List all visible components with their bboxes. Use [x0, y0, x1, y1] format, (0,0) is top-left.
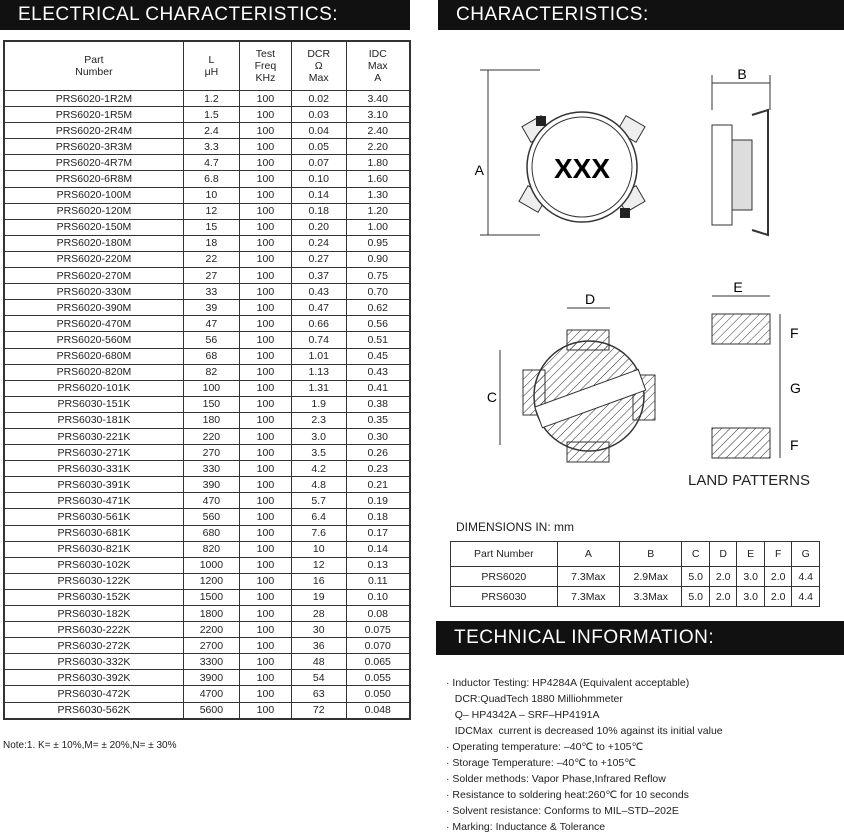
table-cell: 0.70	[346, 284, 410, 300]
table-cell: 0.065	[346, 654, 410, 670]
table-cell: 100	[239, 235, 291, 251]
table-cell: 2.0	[709, 567, 736, 587]
table-cell: 18	[183, 235, 239, 251]
table-cell: 4700	[183, 686, 239, 702]
table-cell: 0.45	[346, 348, 410, 364]
table-cell: 7.3Max	[557, 567, 619, 587]
table-cell: 48	[291, 654, 346, 670]
table-cell: 100	[239, 268, 291, 284]
table-cell: 0.21	[346, 477, 410, 493]
column-header: L μH	[183, 41, 239, 91]
table-cell: 1.01	[291, 348, 346, 364]
column-header: B	[620, 542, 682, 567]
table-cell: 3.40	[346, 91, 410, 107]
label-g: G	[790, 380, 801, 396]
table-cell: PRS6020	[451, 567, 558, 587]
tech-info-item: · Solder methods: Vapor Phase,Infrared Reflow	[446, 773, 666, 785]
table-cell: 15	[183, 219, 239, 235]
table-cell: PRS6020-820M	[4, 364, 183, 380]
table-cell: 470	[183, 493, 239, 509]
table-cell: 100	[239, 606, 291, 622]
table-cell: 1000	[183, 557, 239, 573]
table-cell: 2200	[183, 622, 239, 638]
table-cell: 5.0	[682, 587, 709, 607]
table-cell: 1500	[183, 589, 239, 605]
table-row	[4, 107, 410, 123]
electrical-table	[3, 40, 411, 720]
table-cell: 5600	[183, 702, 239, 719]
table-row	[4, 187, 410, 203]
table-cell: 0.27	[291, 251, 346, 267]
table-row	[4, 203, 410, 219]
column-header: A	[557, 542, 619, 567]
table-row	[4, 268, 410, 284]
table-cell: 0.03	[291, 107, 346, 123]
table-cell: 0.02	[291, 91, 346, 107]
table-cell: 0.43	[346, 364, 410, 380]
table-cell: 19	[291, 589, 346, 605]
dimensions-label: DIMENSIONS IN: mm	[456, 520, 575, 534]
table-cell: 12	[183, 203, 239, 219]
table-row	[4, 557, 410, 573]
table-row	[4, 670, 410, 686]
table-cell: 1.80	[346, 155, 410, 171]
table-cell: 33	[183, 284, 239, 300]
table-cell: PRS6020-6R8M	[4, 171, 183, 187]
table-cell: 39	[183, 300, 239, 316]
table-cell: 1.9	[291, 396, 346, 412]
table-cell: 6.4	[291, 509, 346, 525]
table-cell: PRS6030-391K	[4, 477, 183, 493]
table-cell: 1.60	[346, 171, 410, 187]
table-cell: PRS6020-560M	[4, 332, 183, 348]
table-row	[4, 284, 410, 300]
table-cell: 100	[239, 123, 291, 139]
table-cell: 12	[291, 557, 346, 573]
table-row	[4, 686, 410, 702]
table-cell: 30	[291, 622, 346, 638]
table-row	[4, 702, 410, 719]
table-cell: 220	[183, 428, 239, 444]
table-cell: 0.35	[346, 412, 410, 428]
table-cell: 0.07	[291, 155, 346, 171]
table-cell: 100	[239, 348, 291, 364]
table-cell: 100	[239, 91, 291, 107]
table-row	[4, 380, 410, 396]
table-cell: 1.13	[291, 364, 346, 380]
table-row	[4, 316, 410, 332]
table-cell: PRS6030-471K	[4, 493, 183, 509]
table-cell: 270	[183, 445, 239, 461]
table-cell: 100	[239, 638, 291, 654]
table-cell: 100	[239, 445, 291, 461]
table-cell: 150	[183, 396, 239, 412]
table-cell: 0.055	[346, 670, 410, 686]
table-cell: PRS6030-331K	[4, 461, 183, 477]
table-row	[4, 493, 410, 509]
table-cell: 7.3Max	[557, 587, 619, 607]
table-cell: 0.18	[346, 509, 410, 525]
table-cell: PRS6020-390M	[4, 300, 183, 316]
table-row	[4, 396, 410, 412]
inductor-bottom-view	[485, 290, 665, 470]
table-row	[4, 428, 410, 444]
table-cell: PRS6020-470M	[4, 316, 183, 332]
table-cell: 56	[183, 332, 239, 348]
table-cell: PRS6020-330M	[4, 284, 183, 300]
table-cell: PRS6030-681K	[4, 525, 183, 541]
table-cell: 100	[239, 686, 291, 702]
table-cell: PRS6020-1R5M	[4, 107, 183, 123]
table-cell: 0.62	[346, 300, 410, 316]
table-cell: 0.38	[346, 396, 410, 412]
table-cell: 0.11	[346, 573, 410, 589]
table-cell: PRS6030-271K	[4, 445, 183, 461]
table-cell: 0.04	[291, 123, 346, 139]
tech-info-item: · Resistance to soldering heat:260℃ for 10 seconds	[446, 789, 689, 801]
table-cell: 1.30	[346, 187, 410, 203]
tech-info-item: DCR:QuadTech 1880 Milliohmmeter	[446, 693, 623, 705]
table-cell: 0.10	[346, 589, 410, 605]
table-cell: 100	[239, 461, 291, 477]
table-cell: 0.41	[346, 380, 410, 396]
table-cell: PRS6030-561K	[4, 509, 183, 525]
table-cell: 0.95	[346, 235, 410, 251]
table-cell: 0.75	[346, 268, 410, 284]
table-cell: 0.17	[346, 525, 410, 541]
table-cell: 2.20	[346, 139, 410, 155]
table-cell: 100	[239, 107, 291, 123]
tech-info-item: · Inductor Testing: HP4284A (Equivalent acceptable)	[446, 677, 690, 689]
table-cell: 0.048	[346, 702, 410, 719]
column-header: F	[764, 542, 791, 567]
table-cell: 2.0	[709, 587, 736, 607]
table-cell: 0.37	[291, 268, 346, 284]
marking-text: XXX	[553, 153, 611, 184]
table-cell: 680	[183, 525, 239, 541]
table-cell: PRS6030-472K	[4, 686, 183, 702]
table-cell: 4.7	[183, 155, 239, 171]
table-row	[4, 525, 410, 541]
label-f-bottom: F	[790, 437, 799, 453]
table-cell: PRS6030-182K	[4, 606, 183, 622]
table-row	[4, 219, 410, 235]
column-header: IDC Max A	[346, 41, 410, 91]
table-cell: 0.43	[291, 284, 346, 300]
inductor-top-view	[470, 60, 670, 250]
tech-info-item: · Storage Temperature: –40℃ to +105℃	[446, 757, 637, 769]
table-cell: 2.0	[764, 587, 791, 607]
table-cell: 63	[291, 686, 346, 702]
table-cell: PRS6020-150M	[4, 219, 183, 235]
column-header: Test Freq KHz	[239, 41, 291, 91]
table-cell: 390	[183, 477, 239, 493]
column-header: D	[709, 542, 736, 567]
tech-info-item: Q– HP4342A – SRF–HP4191A	[446, 709, 600, 721]
table-cell: 47	[183, 316, 239, 332]
table-cell: 0.26	[346, 445, 410, 461]
table-cell: PRS6030-272K	[4, 638, 183, 654]
table-cell: 82	[183, 364, 239, 380]
table-cell: 1.5	[183, 107, 239, 123]
table-cell: 3.5	[291, 445, 346, 461]
table-cell: 1200	[183, 573, 239, 589]
table-cell: 100	[239, 364, 291, 380]
table-cell: PRS6020-2R4M	[4, 123, 183, 139]
table-cell: 0.19	[346, 493, 410, 509]
table-cell: 1.20	[346, 203, 410, 219]
table-cell: 3.10	[346, 107, 410, 123]
table-cell: 72	[291, 702, 346, 719]
table-cell: 330	[183, 461, 239, 477]
table-cell: 54	[291, 670, 346, 686]
table-cell: PRS6030-221K	[4, 428, 183, 444]
table-cell: PRS6020-101K	[4, 380, 183, 396]
table-cell: 10	[291, 541, 346, 557]
table-cell: 36	[291, 638, 346, 654]
table-cell: 100	[239, 300, 291, 316]
table-cell: 0.90	[346, 251, 410, 267]
table-cell: 0.075	[346, 622, 410, 638]
table-cell: 0.08	[346, 606, 410, 622]
table-cell: 6.8	[183, 171, 239, 187]
table-cell: PRS6020-180M	[4, 235, 183, 251]
table-cell: 3.3Max	[620, 587, 682, 607]
dimensions-table	[450, 541, 820, 607]
table-cell: 100	[239, 171, 291, 187]
column-header: Part Number	[451, 542, 558, 567]
table-cell: 100	[239, 525, 291, 541]
table-cell: 0.23	[346, 461, 410, 477]
table-cell: 0.10	[291, 171, 346, 187]
table-cell: 100	[239, 332, 291, 348]
tech-info-item: · Operating temperature: –40℃ to +105℃	[446, 741, 644, 753]
table-cell: 2.0	[764, 567, 791, 587]
table-cell: 0.47	[291, 300, 346, 316]
table-row	[4, 251, 410, 267]
table-row	[4, 589, 410, 605]
table-row	[4, 477, 410, 493]
table-row	[4, 606, 410, 622]
table-cell: 22	[183, 251, 239, 267]
land-patterns-label: LAND PATTERNS	[688, 472, 810, 489]
table-cell: 7.6	[291, 525, 346, 541]
table-cell: 4.8	[291, 477, 346, 493]
technical-information-title: TECHNICAL INFORMATION:	[436, 621, 844, 655]
column-header: Part Number	[4, 41, 183, 91]
table-cell: 16	[291, 573, 346, 589]
table-cell: 100	[239, 589, 291, 605]
table-cell: PRS6020-120M	[4, 203, 183, 219]
tolerance-note: Note:1. K= ± 10%,M= ± 20%,N= ± 30%	[3, 740, 177, 751]
table-row	[4, 348, 410, 364]
table-cell: 0.05	[291, 139, 346, 155]
table-cell: 100	[239, 284, 291, 300]
table-cell: 2.3	[291, 412, 346, 428]
table-row	[4, 573, 410, 589]
table-row	[4, 91, 410, 107]
table-cell: 100	[239, 139, 291, 155]
table-cell: 3.3	[183, 139, 239, 155]
table-cell: 100	[239, 316, 291, 332]
table-row	[4, 541, 410, 557]
electrical-characteristics-title: ELECTRICAL CHARACTERISTICS:	[0, 0, 410, 30]
label-f-top: F	[790, 325, 799, 341]
table-cell: 0.74	[291, 332, 346, 348]
table-cell: 0.20	[291, 219, 346, 235]
table-cell: PRS6030-181K	[4, 412, 183, 428]
table-row	[451, 567, 820, 587]
table-cell: 0.070	[346, 638, 410, 654]
table-cell: 28	[291, 606, 346, 622]
label-c: C	[486, 389, 497, 405]
technical-info-list	[446, 675, 723, 835]
table-cell: PRS6020-4R7M	[4, 155, 183, 171]
table-row	[4, 139, 410, 155]
land-pattern-drawing	[700, 280, 820, 470]
table-cell: PRS6030-102K	[4, 557, 183, 573]
table-cell: 100	[239, 380, 291, 396]
table-cell: 0.13	[346, 557, 410, 573]
column-header: C	[682, 542, 709, 567]
table-cell: 100	[239, 428, 291, 444]
table-cell: PRS6030-152K	[4, 589, 183, 605]
table-cell: 0.51	[346, 332, 410, 348]
table-row	[4, 235, 410, 251]
label-e: E	[733, 280, 743, 295]
inductor-side-view	[700, 65, 790, 245]
table-cell: PRS6030-122K	[4, 573, 183, 589]
tech-info-item: IDCMax current is decreased 10% against its initial value	[446, 725, 723, 737]
table-cell: PRS6030-222K	[4, 622, 183, 638]
table-cell: 5.7	[291, 493, 346, 509]
table-cell: 0.14	[291, 187, 346, 203]
table-cell: 1.31	[291, 380, 346, 396]
tech-info-item: · Solvent resistance: Conforms to MIL–STD–202E	[446, 805, 679, 817]
table-cell: PRS6020-100M	[4, 187, 183, 203]
table-row	[4, 461, 410, 477]
table-row	[4, 445, 410, 461]
table-cell: 180	[183, 412, 239, 428]
table-cell: PRS6020-680M	[4, 348, 183, 364]
table-row	[4, 412, 410, 428]
table-cell: 100	[239, 654, 291, 670]
table-cell: PRS6030-392K	[4, 670, 183, 686]
table-row	[4, 509, 410, 525]
table-cell: 3300	[183, 654, 239, 670]
table-cell: PRS6020-3R3M	[4, 139, 183, 155]
table-cell: PRS6030-821K	[4, 541, 183, 557]
label-d: D	[584, 291, 596, 307]
table-cell: 100	[239, 203, 291, 219]
table-cell: 3.0	[291, 428, 346, 444]
table-cell: 100	[239, 477, 291, 493]
table-cell: 10	[183, 187, 239, 203]
label-b: B	[737, 66, 747, 82]
table-cell: 1800	[183, 606, 239, 622]
characteristics-title: CHARACTERISTICS:	[438, 0, 844, 30]
table-cell: 1.00	[346, 219, 410, 235]
table-cell: 5.0	[682, 567, 709, 587]
table-cell: 100	[239, 493, 291, 509]
table-cell: 3900	[183, 670, 239, 686]
table-cell: 100	[239, 702, 291, 719]
table-cell: 100	[239, 396, 291, 412]
table-cell: 0.56	[346, 316, 410, 332]
table-cell: 0.24	[291, 235, 346, 251]
table-cell: 0.66	[291, 316, 346, 332]
table-cell: 100	[239, 412, 291, 428]
table-cell: 4.2	[291, 461, 346, 477]
table-row	[4, 171, 410, 187]
table-cell: 1.2	[183, 91, 239, 107]
table-cell: 0.14	[346, 541, 410, 557]
table-cell: 100	[239, 219, 291, 235]
table-cell: 100	[239, 557, 291, 573]
tech-info-item: · Marking: Inductance & Tolerance	[446, 821, 606, 833]
table-cell: 820	[183, 541, 239, 557]
table-cell: 100	[239, 670, 291, 686]
column-header: DCR Ω Max	[291, 41, 346, 91]
label-a: A	[474, 162, 484, 178]
table-cell: 100	[183, 380, 239, 396]
column-header: E	[737, 542, 764, 567]
table-row	[4, 155, 410, 171]
table-cell: 0.050	[346, 686, 410, 702]
table-cell: 2.40	[346, 123, 410, 139]
table-cell: PRS6030-151K	[4, 396, 183, 412]
table-cell: 100	[239, 509, 291, 525]
table-cell: 3.0	[737, 567, 764, 587]
table-cell: PRS6020-1R2M	[4, 91, 183, 107]
table-cell: PRS6030-562K	[4, 702, 183, 719]
table-cell: 4.4	[792, 587, 820, 607]
table-cell: 100	[239, 622, 291, 638]
table-cell: 3.0	[737, 587, 764, 607]
table-cell: PRS6020-270M	[4, 268, 183, 284]
table-row	[4, 300, 410, 316]
table-cell: PRS6030-332K	[4, 654, 183, 670]
table-cell: 2.4	[183, 123, 239, 139]
table-row	[4, 654, 410, 670]
table-cell: PRS6020-220M	[4, 251, 183, 267]
table-cell: 4.4	[792, 567, 820, 587]
table-row	[451, 587, 820, 607]
table-cell: 27	[183, 268, 239, 284]
table-cell: 68	[183, 348, 239, 364]
table-cell: 2.9Max	[620, 567, 682, 587]
column-header: G	[792, 542, 820, 567]
table-cell: 100	[239, 251, 291, 267]
table-cell: 0.18	[291, 203, 346, 219]
table-row	[4, 332, 410, 348]
table-cell: 560	[183, 509, 239, 525]
table-row	[4, 364, 410, 380]
table-cell: PRS6030	[451, 587, 558, 607]
table-cell: 100	[239, 155, 291, 171]
table-row	[4, 622, 410, 638]
table-cell: 100	[239, 541, 291, 557]
table-cell: 2700	[183, 638, 239, 654]
table-row	[4, 123, 410, 139]
table-row	[4, 638, 410, 654]
table-cell: 100	[239, 573, 291, 589]
table-cell: 0.30	[346, 428, 410, 444]
table-cell: 100	[239, 187, 291, 203]
